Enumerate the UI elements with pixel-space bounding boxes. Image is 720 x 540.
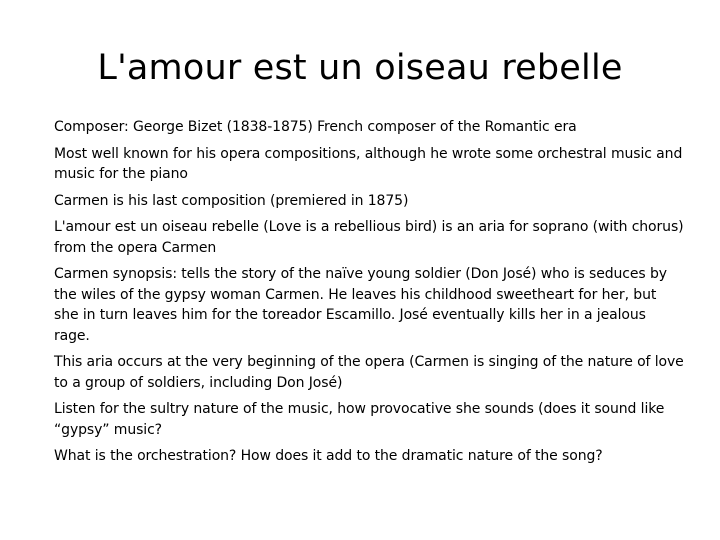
bullet-aria-description: L'amour est un oiseau rebelle (Love is a rebellious bird) is an aria for soprano (with chorus) from the opera Carmen	[54, 219, 684, 256]
bullet-known-for: Most well known for his opera compositions, although he wrote some orchestral music and music for the piano	[54, 145, 683, 182]
bullet-orchestration: What is the orchestration? How does it add to the dramatic nature of the song?	[54, 448, 603, 464]
bullet-listen-for: Listen for the sultry nature of the music, how provocative she sounds (does it sound like “gypsy” music?	[54, 401, 665, 438]
bullet-list	[54, 117, 684, 473]
bullet-aria-placement: This aria occurs at the very beginning of the opera (Carmen is singing of the nature of love to a group of soldiers, including Don José)	[54, 354, 684, 391]
slide-title: L'amour est un oiseau rebelle	[97, 48, 623, 88]
bullet-last-composition: Carmen is his last composition (premiered in 1875)	[54, 192, 409, 209]
bullet-composer: Composer: George Bizet (1838-1875) French composer of the Romantic era	[54, 119, 577, 135]
bullet-synopsis: Carmen synopsis: tells the story of the naïve young soldier (Don José) who is seduces by the wiles of the gypsy woman Carmen. He leaves his childhood sweetheart for her, but she in turn leaves him for the toreador Escamillo. José eventually kills her in a jealous rage.	[54, 266, 667, 344]
